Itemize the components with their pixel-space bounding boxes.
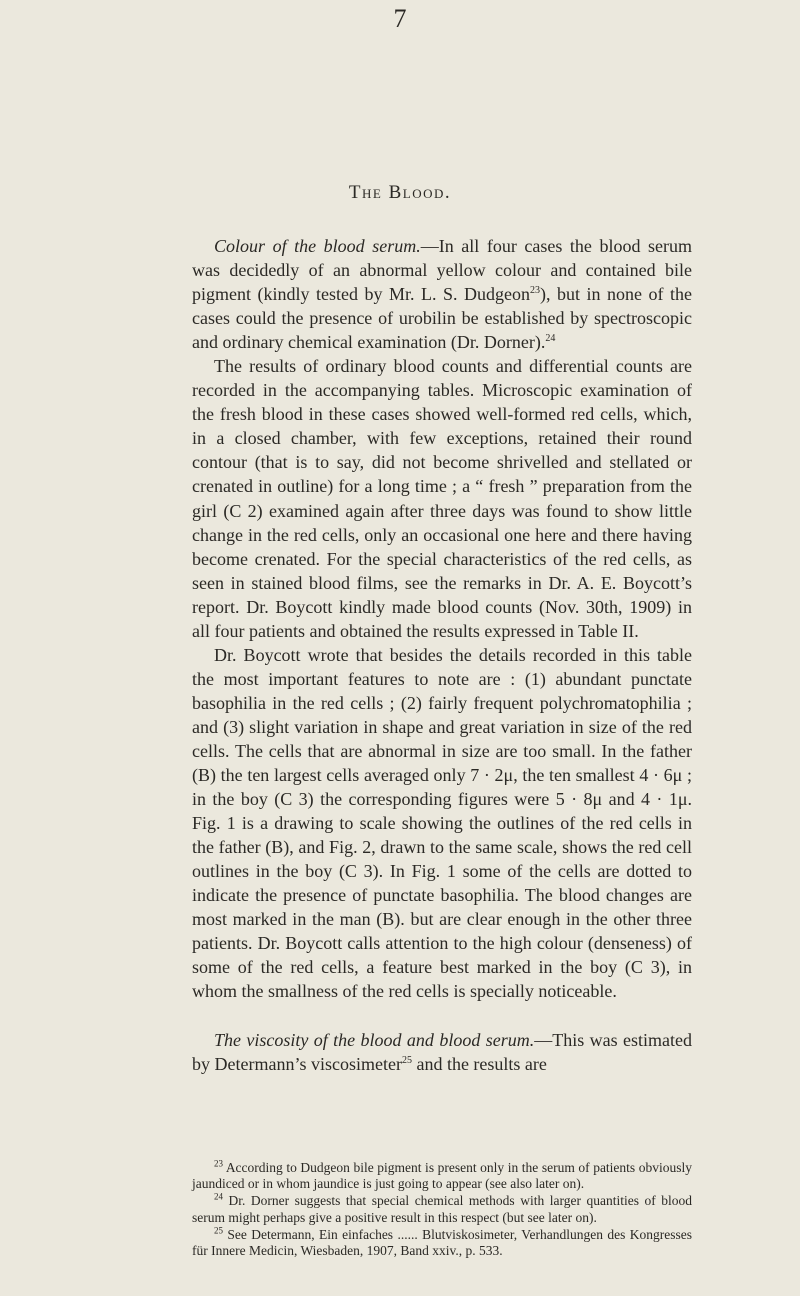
paragraph-viscosity xyxy=(192,1028,692,1076)
footnote-ref: 24 xyxy=(545,333,556,345)
footnote-text: According to Dudgeon bile pigment is present only in the serum of patients obviously jaundiced or in whom jaundice is just going to appear (see also later on). xyxy=(192,1160,692,1192)
footnote-text: See Determann, Ein einfaches ...... Blutviskosimeter, Verhandlungen des Kongresses für Innere Medicin, Wiesbaden, 1907, Band xxiv., p. 533. xyxy=(192,1226,692,1259)
footnote-ref: 23 xyxy=(530,285,540,297)
footnote xyxy=(192,1160,692,1192)
paragraph-text: and the results are xyxy=(411,1053,547,1074)
paragraph-text: ), but in none of the cases could the presence of urobilin be established by spectroscopic and ordinary chemical examination (Dr. Dorner). xyxy=(192,284,692,353)
footnote-ref: 25 xyxy=(401,1054,412,1066)
footnote-mark: 23 xyxy=(214,1158,223,1169)
footnote-mark: 24 xyxy=(214,1191,223,1202)
footnote-text: Dr. Dorner suggests that special chemical methods with larger quantities of blood serum might perhaps give a positive result in this respect (but see later on). xyxy=(192,1193,692,1225)
footnote xyxy=(192,1193,692,1225)
paragraph-blood-counts: The results of ordinary blood counts and differential counts are recorded in the accompanying tables. Microscopic examination of the fresh blood in these cases showed well-formed red cells, which, in a closed chamber, with few exceptions, retained their round contour (that is to say, did not become shrivelled and stellated or crenated in outline) for a long time ; a “ fresh ” preparation from the girl (C 2) examined again after three days was found to show little change in the red cells, only an occasional one here and there having become crenated. For the special characteristics of the red cells, as seen in stained blood films, see the remarks in Dr. A. E. Boycott’s report. Dr. Boycott kindly made blood counts (Nov. 30th, 1909) in all four patients and obtained the results expressed in Table II. xyxy=(192,356,692,641)
footnotes xyxy=(192,1160,692,1260)
footnote-mark: 25 xyxy=(214,1225,223,1236)
paragraph-serum-colour xyxy=(192,234,692,354)
page-number: 7 xyxy=(393,4,407,33)
section-heading-viscosity: The viscosity of the blood and blood serum. xyxy=(214,1029,535,1050)
paragraph-boycott-findings: Dr. Boycott wrote that besides the details recorded in this table the most important features to note are : (1) abundant punctate basophilia in the red cells ; (2) fairly frequent polychromatophilia ; and (3) slight variation in shape and great variation in size of the red cells. The cells that are abnormal in size are too small. In the father (B) the ten largest cells averaged only 7 · 2μ, the ten smallest 4 · 6μ ; in the boy (C 3) the corresponding figures were 5 · 8μ and 4 · 1μ. Fig. 1 is a drawing to scale showing the outlines of the red cells in the father (B), and Fig. 2, drawn to the same scale, shows the red cell outlines in the boy (C 3). In Fig. 1 some of the cells are dotted to indicate the presence of punctate basophilia. The blood changes are most marked in the man (B). but are clear enough in the other three patients. Dr. Boycott calls attention to the high colour (denseness) of some of the red cells, a feature best marked in the boy (C 3), in whom the smallness of the red cells is specially noticeable. xyxy=(192,644,692,1002)
footnote xyxy=(192,1227,692,1259)
section-heading-serum-colour: Colour of the blood serum. xyxy=(214,236,421,256)
running-head: The Blood. xyxy=(348,182,452,203)
paragraph-text: —This was estimated by Determann’s viscosimeter xyxy=(192,1029,692,1074)
paragraph-text: —In all four cases the blood serum was decidedly of an abnormal yellow colour and contained bile pigment (kindly tested by Mr. L. S. Dudgeon xyxy=(192,236,692,305)
body-text xyxy=(192,234,692,1076)
